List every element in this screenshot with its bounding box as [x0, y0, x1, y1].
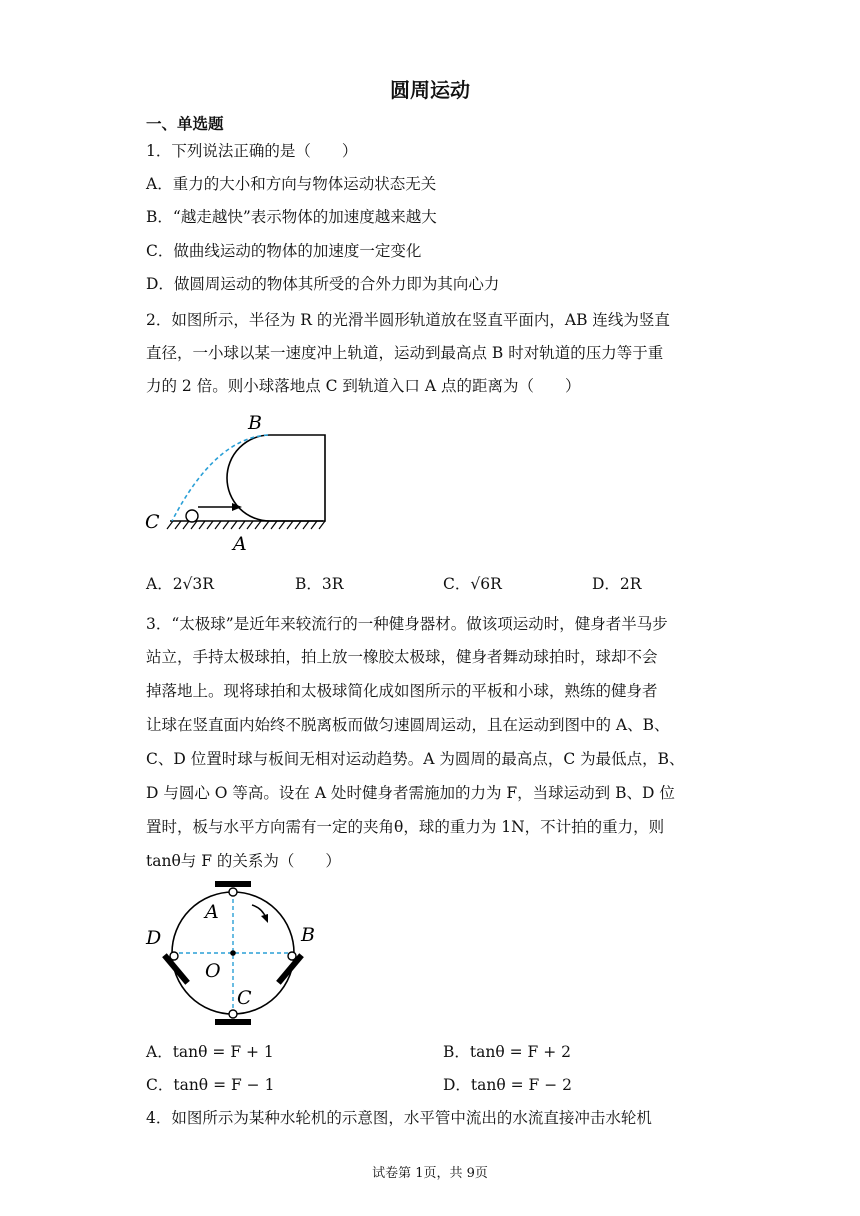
- q2-label-c: C: [145, 511, 160, 533]
- q2-stem-line-1: 2．如图所示，半径为 R 的光滑半圆形轨道放在竖直平面内，AB 连线为竖直: [146, 311, 670, 329]
- section-heading: 一、单选题: [146, 115, 224, 133]
- q1-option-b: B．“越走越快”表示物体的加速度越来越大: [146, 208, 437, 226]
- q4-stem-line-1: 4．如图所示为某种水轮机的示意图，水平管中流出的水流直接冲击水轮机: [146, 1109, 652, 1127]
- q2-stem-line-3: 力的 2 倍。则小球落地点 C 到轨道入口 A 点的距离为（ ）: [146, 377, 581, 395]
- q3-label-b: B: [301, 924, 315, 946]
- q3-stem-line-5: C、D 位置时球与板间无相对运动趋势。A 为圆周的最高点，C 为最低点，B、: [146, 750, 685, 768]
- q3-stem-line-2: 站立，手持太极球拍，拍上放一橡胶太极球，健身者舞动球拍时，球却不会: [146, 648, 658, 666]
- q2-stem-line-2: 直径，一小球以某一速度冲上轨道，运动到最高点 B 时对轨道的压力等于重: [146, 344, 664, 362]
- q3-stem-line-7: 置时，板与水平方向需有一定的夹角θ，球的重力为 1N，不计拍的重力，则: [146, 818, 665, 836]
- q3-option-a: A．tanθ = F + 1: [146, 1043, 274, 1061]
- q3-label-a: A: [205, 901, 219, 923]
- q2-label-a: A: [233, 533, 247, 555]
- q1-option-d: D．做圆周运动的物体其所受的合外力即为其向心力: [146, 275, 500, 293]
- q2-option-d: D．2R: [592, 575, 642, 593]
- q3-stem-line-8: tanθ与 F 的关系为（ ）: [146, 852, 341, 870]
- q3-option-d: D．tanθ = F − 2: [443, 1076, 573, 1094]
- q3-stem-line-1: 3．“太极球”是近年来较流行的一种健身器材。做该项运动时，健身者半马步: [146, 615, 668, 633]
- q3-label-c: C: [237, 987, 252, 1009]
- q2-track-figure: [140, 405, 340, 555]
- q3-label-o: O: [205, 960, 221, 982]
- q3-label-d: D: [146, 927, 162, 949]
- q2-label-b: B: [248, 412, 262, 434]
- q3-stem-line-4: 让球在竖直面内始终不脱离板而做匀速圆周运动，且在运动到图中的 A、B、: [146, 716, 670, 734]
- q2-option-b: B．3R: [295, 575, 344, 593]
- q1-stem: 1．下列说法正确的是（ ）: [146, 142, 358, 160]
- q3-option-b: B．tanθ = F + 2: [443, 1043, 571, 1061]
- q1-option-c: C．做曲线运动的物体的加速度一定变化: [146, 242, 422, 260]
- q3-option-c: C．tanθ = F − 1: [146, 1076, 275, 1094]
- page-footer: 试卷第 1页，共 9页: [372, 1166, 488, 1181]
- q3-stem-line-3: 掉落地上。现将球拍和太极球简化成如图所示的平板和小球，熟练的健身者: [146, 682, 658, 700]
- q3-taiji-figure: [140, 878, 340, 1033]
- q2-option-a: A．2√3R: [146, 575, 214, 593]
- q2-option-c: C．√6R: [443, 575, 502, 593]
- q1-option-a: A．重力的大小和方向与物体运动状态无关: [146, 175, 437, 193]
- q3-stem-line-6: D 与圆心 O 等高。设在 A 处时健身者需施加的力为 F，当球运动到 B、D 位: [146, 784, 675, 802]
- page-title: 圆周运动: [390, 78, 470, 102]
